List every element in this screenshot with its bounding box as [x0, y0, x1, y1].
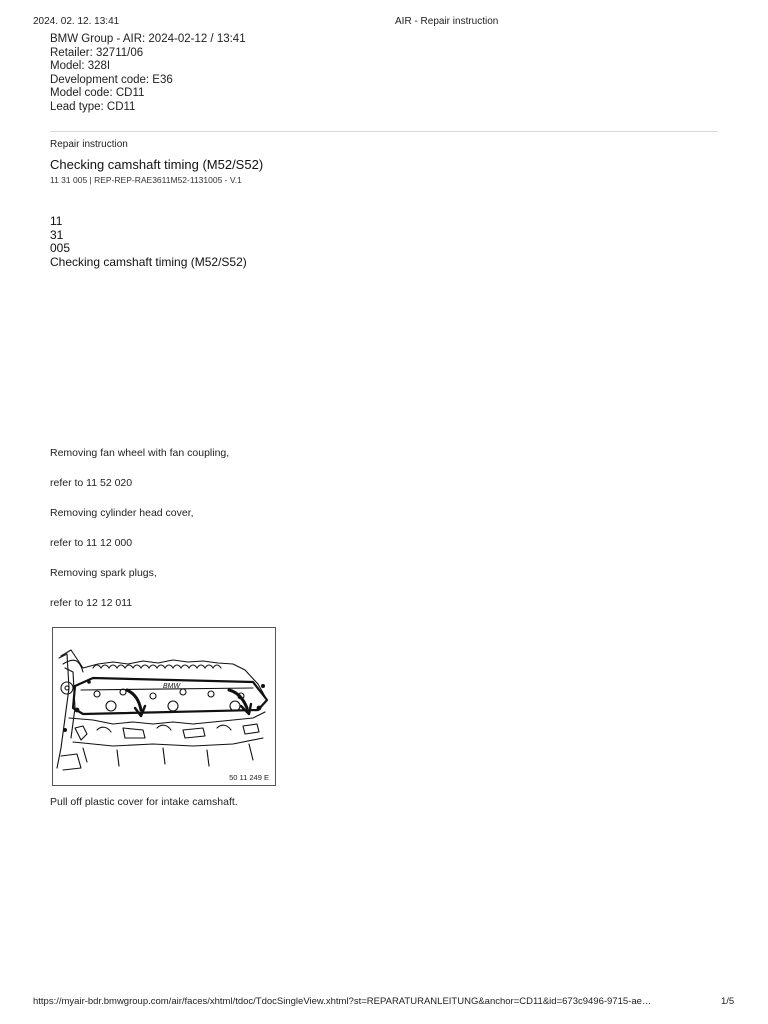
- page-number: 1/5: [721, 996, 735, 1007]
- code-number: 005: [50, 241, 71, 255]
- print-datetime: 2024. 02. 12. 13:41: [33, 16, 120, 27]
- step-reference: refer to 12 12 011: [50, 597, 133, 609]
- section-divider: [50, 131, 718, 132]
- print-url[interactable]: https://myair-bdr.bmwgroup.com/air/faces/xhtml/tdoc/TdocSingleView.xhtml?st=REPARATURANLEITUNG&anchor=CD11&id=673c9496-9715-ae…: [33, 996, 652, 1007]
- meta-line-retailer: Retailer: 32711/06: [50, 46, 144, 59]
- meta-line-lead-type: Lead type: CD11: [50, 100, 136, 113]
- print-title: AIR - Repair instruction: [395, 16, 499, 27]
- step-text: Removing fan wheel with fan coupling,: [50, 447, 230, 459]
- meta-line-model: Model: 328I: [50, 60, 111, 72]
- code-group: 11: [50, 214, 63, 228]
- figure-caption: Pull off plastic cover for intake camshaft.: [50, 796, 238, 808]
- engine-drawing: [53, 628, 275, 785]
- meta-line-air: BMW Group - AIR: 2024-02-12 / 13:41: [50, 33, 246, 45]
- section-label: Repair instruction: [50, 139, 128, 150]
- code-title: Checking camshaft timing (M52/S52): [50, 254, 247, 269]
- step-reference: refer to 11 52 020: [50, 477, 133, 489]
- page-title: Checking camshaft timing (M52/S52): [50, 157, 264, 172]
- step-text: Removing spark plugs,: [50, 567, 157, 579]
- meta-line-model-code: Model code: CD11: [50, 87, 145, 99]
- cover-logo-text: BMW: [163, 683, 181, 690]
- figure-number: 50 11 249 E: [229, 773, 269, 782]
- step-text: Removing cylinder head cover,: [50, 507, 194, 519]
- step-reference: refer to 11 12 000: [50, 537, 133, 549]
- meta-line-dev-code: Development code: E36: [50, 73, 173, 86]
- code-subgroup: 31: [50, 227, 64, 242]
- engine-illustration: [52, 627, 276, 786]
- document-reference: 11 31 005 | REP-REP-RAE3611M52-1131005 - V.1: [50, 175, 242, 185]
